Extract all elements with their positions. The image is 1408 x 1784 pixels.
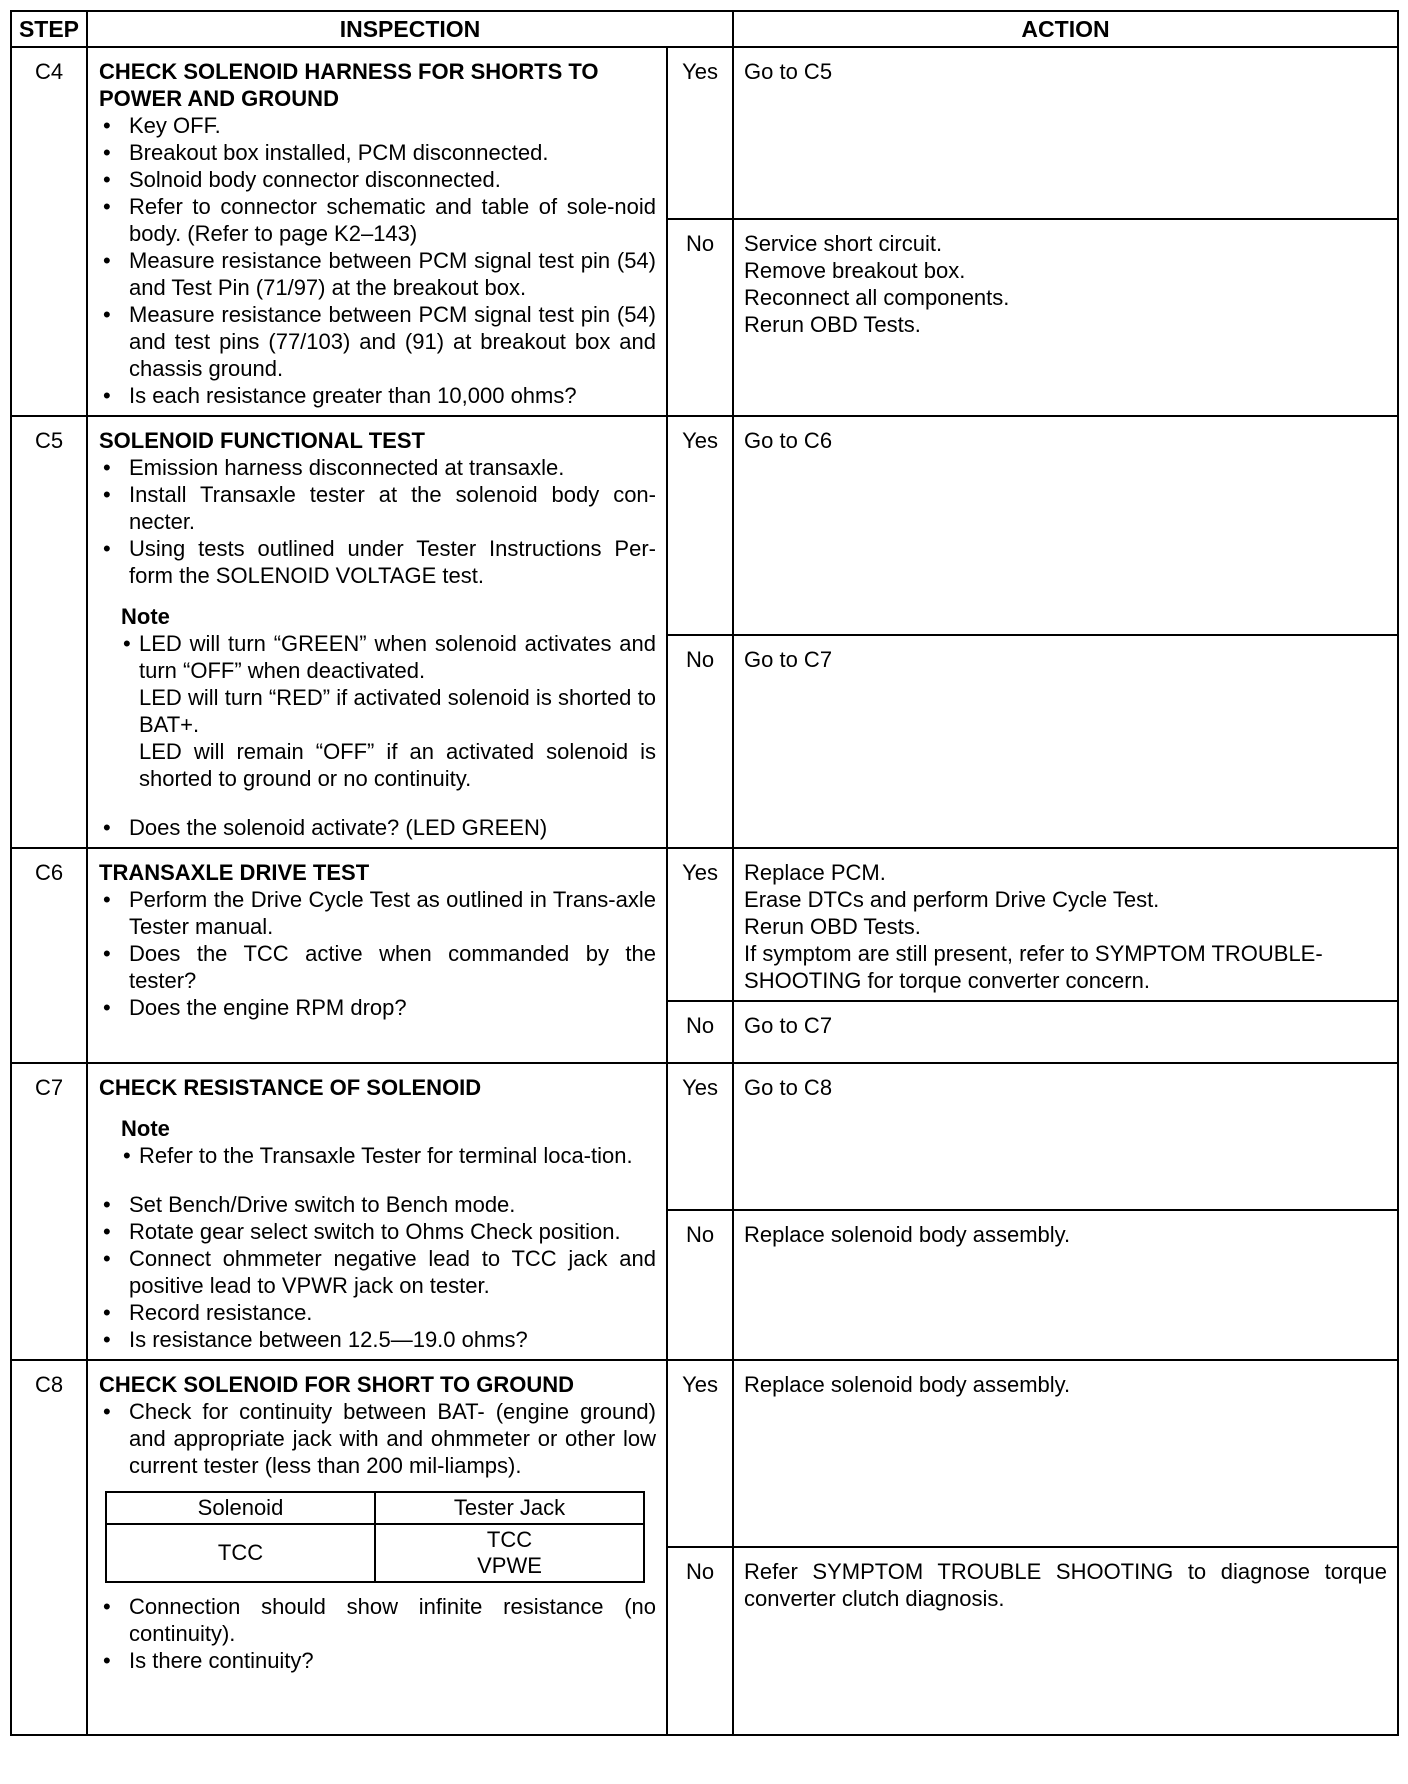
action-line: Replace PCM. — [744, 860, 886, 885]
step-id: C4 — [11, 47, 87, 416]
note-title: Note — [121, 1116, 170, 1141]
note-line: LED will turn “RED” if activated solenoid is shorted to BAT+. — [139, 685, 656, 737]
header-action: ACTION — [733, 11, 1398, 47]
action-line: Rerun OBD Tests. — [744, 914, 921, 939]
no-label: No — [667, 635, 733, 848]
table-row — [11, 416, 1398, 635]
yes-action — [733, 416, 1398, 635]
no-label: No — [667, 1547, 733, 1735]
action-line: Refer SYMPTOM TROUBLE SHOOTING to diagnose torque converter clutch diagnosis. — [744, 1559, 1388, 1611]
yes-label: Yes — [667, 1360, 733, 1547]
bullet-item: • Does the solenoid activate? (LED GREEN) — [99, 814, 656, 841]
step-title: CHECK SOLENOID HARNESS FOR SHORTS TO POWER AND GROUND — [99, 59, 599, 111]
bullet-item: • Breakout box installed, PCM disconnected. — [99, 139, 656, 166]
yes-label: Yes — [667, 848, 733, 1001]
bullet-item: • Is each resistance greater than 10,000 ohms? — [99, 382, 656, 409]
jack-line: VPWE — [477, 1553, 542, 1578]
bullet-item: • Rotate gear select switch to Ohms Check position. — [99, 1218, 656, 1245]
inspection-cell — [87, 416, 667, 848]
bullet-item: • Measure resistance between PCM signal test pin (54) and test pins (77/103) and (91) at breakout box and chassis ground. — [99, 301, 656, 382]
bullet-item: • Refer to connector schematic and table of sole-noid body. (Refer to page K2–143) — [99, 193, 656, 247]
action-line: Reconnect all components. — [744, 285, 1010, 311]
step-title: SOLENOID FUNCTIONAL TEST — [99, 428, 425, 453]
inspection-cell — [87, 1063, 667, 1360]
bullet-item: • Using tests outlined under Tester Instructions Per-form the SOLENOID VOLTAGE test. — [99, 535, 656, 589]
no-action — [733, 635, 1398, 848]
table-row — [11, 1063, 1398, 1210]
yes-action — [733, 1360, 1398, 1547]
table-row — [11, 848, 1398, 1001]
yes-label: Yes — [667, 416, 733, 635]
bullet-list — [99, 1191, 656, 1353]
note-list — [121, 1142, 656, 1169]
note-block — [121, 603, 656, 792]
sub-header-jack: Tester Jack — [375, 1492, 644, 1524]
action-line: Go to C7 — [744, 1013, 833, 1038]
yes-action — [733, 47, 1398, 219]
action-line: Remove breakout box. — [744, 258, 966, 284]
solenoid-jack-table — [105, 1491, 645, 1583]
bullet-item: • Is resistance between 12.5—19.0 ohms? — [99, 1326, 656, 1353]
step-id: C6 — [11, 848, 87, 1063]
note-list — [121, 630, 656, 792]
note-line: • LED will turn “GREEN” when solenoid activates and turn “OFF” when deactivated. — [139, 631, 656, 683]
yes-action — [733, 848, 1398, 1001]
action-line: Go to C5 — [744, 59, 833, 84]
action-line: Go to C6 — [744, 428, 833, 453]
action-line: Replace solenoid body assembly. — [744, 1222, 1071, 1248]
action-line: Erase DTCs and perform Drive Cycle Test. — [744, 887, 1160, 912]
note-line: LED will remain “OFF” if an activated solenoid is shorted to ground or no continuity. — [139, 739, 656, 791]
table-row — [11, 47, 1398, 219]
note-item — [121, 630, 656, 792]
header-row — [11, 11, 1398, 47]
no-label: No — [667, 1210, 733, 1360]
action-line: Replace solenoid body assembly. — [744, 1372, 1071, 1397]
step-title: TRANSAXLE DRIVE TEST — [99, 860, 370, 885]
bullet-list — [99, 814, 656, 841]
bullet-item: • Record resistance. — [99, 1299, 656, 1326]
action-line: Rerun OBD Tests. — [744, 312, 921, 338]
bullet-item: • Measure resistance between PCM signal test pin (54) and Test Pin (71/97) at the breakout box. — [99, 247, 656, 301]
yes-action — [733, 1063, 1398, 1210]
no-label: No — [667, 1001, 733, 1063]
bullet-item: • Does the TCC active when commanded by the tester? — [99, 940, 656, 994]
bullet-list — [99, 886, 656, 1021]
step-title: CHECK RESISTANCE OF SOLENOID — [99, 1075, 482, 1100]
no-action — [733, 1210, 1398, 1360]
bullet-item: • Emission harness disconnected at transaxle. — [99, 454, 656, 481]
action-line: If symptom are still present, refer to SYMPTOM TROUBLE-SHOOTING for torque converter concern. — [744, 941, 1323, 993]
action-line: Go to C7 — [744, 646, 833, 672]
action-line: Service short circuit. — [744, 231, 943, 257]
bullet-item: • Connection should show infinite resistance (no continuity). — [99, 1593, 656, 1647]
yes-label: Yes — [667, 1063, 733, 1210]
sub-cell-jack — [375, 1524, 644, 1582]
bullet-item: • Solnoid body connector disconnected. — [99, 166, 656, 193]
inspection-cell — [87, 848, 667, 1063]
no-action — [733, 1547, 1398, 1735]
note-title: Note — [121, 604, 170, 629]
bullet-item: • Perform the Drive Cycle Test as outlined in Trans-axle Tester manual. — [99, 886, 656, 940]
bullet-item: • Check for continuity between BAT- (engine ground) and appropriate jack with and ohmmeter or other low current tester (less than 200 mil-liamps). — [99, 1398, 656, 1479]
bullet-item: • Key OFF. — [99, 112, 656, 139]
bullet-list — [99, 454, 656, 589]
step-id: C8 — [11, 1360, 87, 1735]
yes-label: Yes — [667, 47, 733, 219]
table-row — [11, 1360, 1398, 1547]
bullet-list — [99, 1398, 656, 1479]
bullet-item: • Install Transaxle tester at the solenoid body con-necter. — [99, 481, 656, 535]
bullet-item: • Set Bench/Drive switch to Bench mode. — [99, 1191, 656, 1218]
step-id: C7 — [11, 1063, 87, 1360]
header-step: STEP — [11, 11, 87, 47]
sub-header-solenoid: Solenoid — [106, 1492, 375, 1524]
inspection-cell — [87, 47, 667, 416]
no-action — [733, 1001, 1398, 1063]
bullet-item: • Connect ohmmeter negative lead to TCC jack and positive lead to VPWR jack on tester. — [99, 1245, 656, 1299]
note-item: • Refer to the Transaxle Tester for terminal loca-tion. — [121, 1142, 656, 1169]
no-action — [733, 219, 1398, 416]
note-block — [121, 1115, 656, 1169]
no-label: No — [667, 219, 733, 416]
inspection-cell — [87, 1360, 667, 1735]
step-title: CHECK SOLENOID FOR SHORT TO GROUND — [99, 1372, 575, 1397]
bullet-list — [99, 112, 656, 409]
bullet-item: • Is there continuity? — [99, 1647, 656, 1674]
bullet-list — [99, 1593, 656, 1674]
diagnostic-table — [10, 10, 1399, 1736]
jack-line: TCC — [486, 1527, 533, 1552]
sub-cell-solenoid: TCC — [106, 1524, 375, 1582]
action-line: Go to C8 — [744, 1075, 833, 1100]
header-inspection: INSPECTION — [87, 11, 733, 47]
step-id: C5 — [11, 416, 87, 848]
bullet-item: • Does the engine RPM drop? — [99, 994, 656, 1021]
